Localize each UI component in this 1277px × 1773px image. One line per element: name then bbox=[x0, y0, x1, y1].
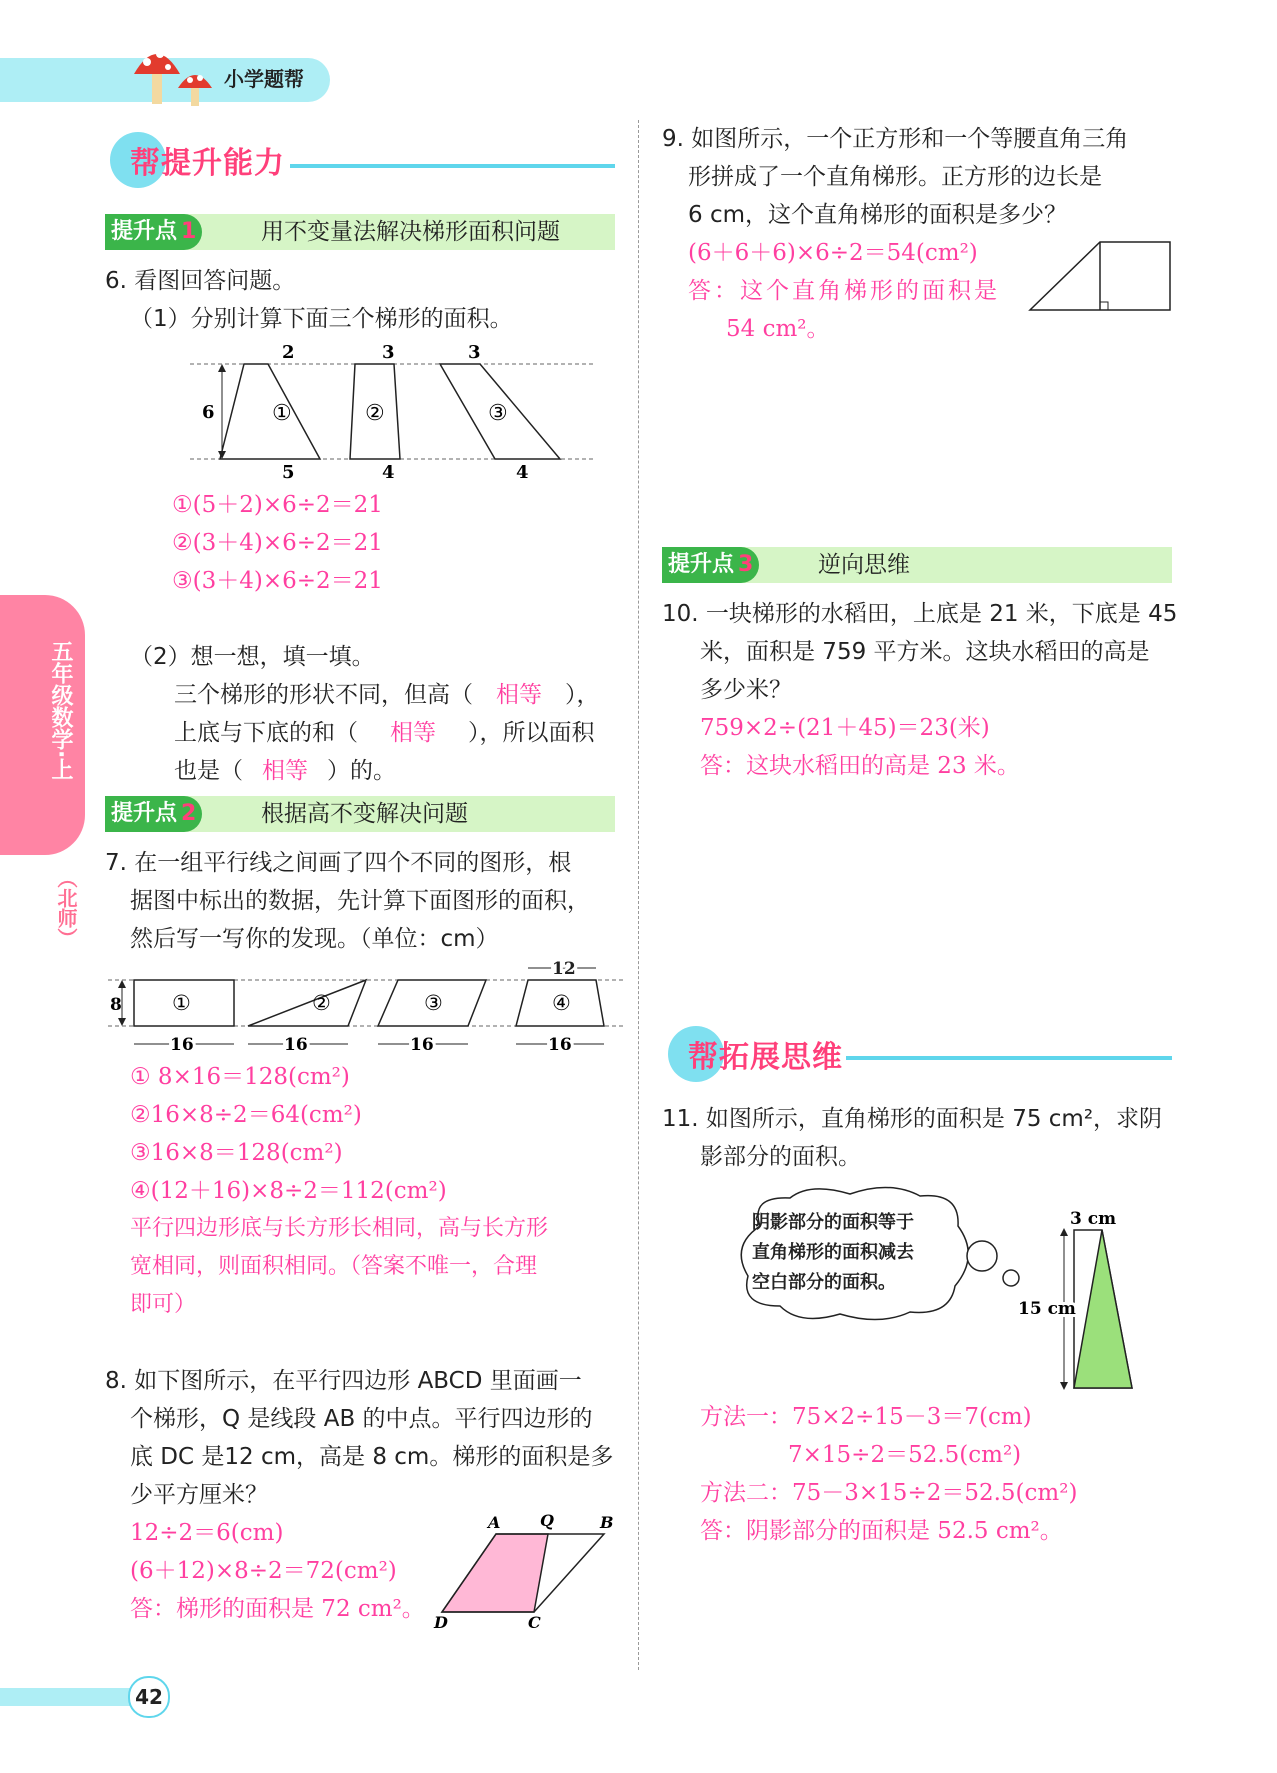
point-1-tag: 提升点 bbox=[111, 219, 178, 244]
q6-trapezoid-figure bbox=[190, 338, 600, 480]
q9-line-2: 形拼成了一个直角梯形。正方形的边长是 bbox=[688, 164, 1102, 190]
q8-line-1: 8. 如下图所示，在平行四边形 ABCD 里面画一 bbox=[105, 1368, 582, 1394]
q7-base-4: 16 bbox=[548, 1035, 572, 1055]
q6-bottom-2: 4 bbox=[382, 462, 395, 480]
q9-answer-1: (6＋6＋6)×6÷2＝54(cm²) bbox=[688, 240, 978, 266]
q6-top-3: 3 bbox=[468, 342, 481, 363]
q7-base-3: 16 bbox=[410, 1035, 434, 1055]
footer-band bbox=[0, 1688, 140, 1706]
q8-label-q: Q bbox=[540, 1512, 554, 1530]
q7-base-1: 16 bbox=[170, 1035, 194, 1055]
q7-finding-2: 宽相同，则面积相同。（答案不唯一，合理 bbox=[130, 1254, 538, 1279]
q8-line-2: 个梯形，Q 是线段 AB 的中点。平行四边形的 bbox=[130, 1406, 593, 1432]
q11-height-label: 15 cm bbox=[1018, 1299, 1076, 1319]
q11-thought-bubble bbox=[730, 1186, 1020, 1326]
book-title: 小学题帮 bbox=[224, 67, 304, 91]
q6-bottom-3: 4 bbox=[516, 462, 529, 480]
point-2-bar bbox=[105, 796, 615, 832]
q11-answer-4: 答：阴影部分的面积是 52.5 cm²。 bbox=[700, 1518, 1063, 1544]
column-divider bbox=[638, 120, 639, 1670]
q9-right-trapezoid-figure bbox=[1026, 238, 1174, 312]
q10-answer-1: 759×2÷(21＋45)＝23(米) bbox=[700, 715, 990, 741]
q10-line-1: 10. 一块梯形的水稻田，上底是 21 米，下底是 45 bbox=[662, 601, 1178, 627]
q11-bubble-line-1: 阴影部分的面积等于 bbox=[752, 1212, 914, 1233]
q7-line-2: 据图中标出的数据，先计算下面图形的面积， bbox=[130, 888, 590, 914]
q8-line-3: 底 DC 是12 cm，高是 8 cm。梯形的面积是多 bbox=[130, 1444, 614, 1470]
q8-parallelogram-figure bbox=[428, 1512, 624, 1630]
q6-answer-2: ②(3＋4)×6÷2＝21 bbox=[172, 530, 383, 556]
point-3-num: 3 bbox=[738, 552, 754, 577]
q9-line-1: 9. 如图所示，一个正方形和一个等腰直角三角 bbox=[662, 126, 1129, 152]
q6-fill-line-1a: 三个梯形的形状不同，但高（ bbox=[174, 682, 473, 708]
q8-label-a: A bbox=[488, 1513, 501, 1532]
side-tab-grade: 五年级数学·上 bbox=[48, 640, 73, 781]
q8-line-4: 少平方厘米？ bbox=[130, 1482, 268, 1508]
q7-label-3: ③ bbox=[424, 991, 443, 1015]
point-2-num: 2 bbox=[181, 801, 197, 826]
q7-answer-1: ① 8×16＝128(cm²) bbox=[130, 1064, 350, 1090]
page-number: 42 bbox=[128, 1676, 170, 1718]
q9-answer-3: 54 cm²。 bbox=[726, 316, 830, 342]
q11-answer-1: 方法一：75×2÷15－3＝7(cm) bbox=[700, 1404, 1032, 1430]
q6-blank-2: 相等 bbox=[390, 720, 436, 746]
q6-fill-line-3a: 也是（ bbox=[174, 758, 243, 784]
section-improve-header bbox=[110, 132, 615, 182]
q10-line-3: 多少米？ bbox=[700, 677, 792, 703]
q6-sub2: （2）想一想，填一填。 bbox=[130, 644, 375, 670]
q7-line-1: 7. 在一组平行线之间画了四个不同的图形，根 bbox=[105, 850, 572, 876]
q6-top-1: 2 bbox=[282, 342, 295, 363]
q6-fill-line-3b: ）的。 bbox=[327, 758, 396, 784]
q7-height-label: 8 bbox=[110, 995, 122, 1015]
q8-answer-3: 答：梯形的面积是 72 cm²。 bbox=[130, 1596, 425, 1622]
q9-answer-2: 答：这个直角梯形的面积是 bbox=[688, 278, 1000, 304]
q6-label-2: ② bbox=[365, 401, 385, 426]
q6-stem: 6. 看图回答问题。 bbox=[105, 268, 296, 294]
q11-line-2: 影部分的面积。 bbox=[700, 1144, 861, 1170]
section-improve-title: 帮提升能力 bbox=[130, 146, 285, 181]
q8-label-b: B bbox=[600, 1513, 614, 1532]
q8-label-c: C bbox=[528, 1613, 541, 1630]
q7-finding-3: 即可） bbox=[130, 1292, 197, 1317]
q7-label-1: ① bbox=[172, 991, 191, 1015]
q6-label-3: ③ bbox=[488, 401, 508, 426]
q8-answer-1: 12÷2＝6(cm) bbox=[130, 1520, 284, 1546]
q7-answer-2: ②16×8÷2＝64(cm²) bbox=[130, 1102, 362, 1128]
q10-answer-2: 答：这块水稻田的高是 23 米。 bbox=[700, 753, 1020, 779]
q7-line-3: 然后写一写你的发现。（单位：cm） bbox=[130, 926, 499, 952]
q7-top-label: 12 bbox=[552, 959, 576, 979]
q6-blank-3: 相等 bbox=[262, 758, 308, 784]
q6-label-1: ① bbox=[272, 401, 292, 426]
q6-blank-1: 相等 bbox=[496, 682, 542, 708]
q11-answer-2: 7×15÷2＝52.5(cm²) bbox=[788, 1442, 1022, 1468]
q7-label-4: ④ bbox=[552, 991, 571, 1015]
point-2-title: 根据高不变解决问题 bbox=[261, 801, 468, 827]
point-3-bar bbox=[662, 547, 1172, 583]
q7-base-2: 16 bbox=[284, 1035, 308, 1055]
q10-line-2: 米，面积是 759 平方米。这块水稻田的高是 bbox=[700, 639, 1150, 665]
q6-fill-line-3 bbox=[174, 752, 396, 790]
q11-trapezoid-figure bbox=[1018, 1208, 1142, 1394]
q6-height-label: 6 bbox=[202, 402, 215, 423]
q6-fill-line-1b: ）， bbox=[565, 682, 600, 708]
point-1-title: 用不变量法解决梯形面积问题 bbox=[261, 219, 560, 245]
q6-fill-line-1 bbox=[174, 676, 600, 714]
trapezoid-1 bbox=[220, 364, 320, 459]
point-1-bar bbox=[105, 214, 615, 250]
q11-top-label: 3 cm bbox=[1070, 1209, 1117, 1229]
q11-bubble-line-2: 直角梯形的面积减去 bbox=[752, 1242, 914, 1263]
q8-answer-2: (6＋12)×8÷2＝72(cm²) bbox=[130, 1558, 397, 1584]
q7-label-2: ② bbox=[312, 991, 331, 1015]
q6-top-2: 3 bbox=[382, 342, 395, 363]
point-1-num: 1 bbox=[181, 219, 197, 244]
side-tab-edition: （北师） bbox=[54, 868, 78, 948]
q7-shapes-figure bbox=[108, 958, 628, 1058]
q9-line-3: 6 cm，这个直角梯形的面积是多少？ bbox=[688, 202, 1067, 228]
point-3-title: 逆向思维 bbox=[818, 552, 910, 578]
q6-bottom-1: 5 bbox=[282, 462, 295, 480]
q6-sub1: （1）分别计算下面三个梯形的面积。 bbox=[130, 306, 513, 332]
q7-finding-1: 平行四边形底与长方形长相同，高与长方形 bbox=[130, 1216, 549, 1241]
q6-fill-line-2a: 上底与下底的和（ bbox=[174, 720, 358, 746]
q11-answer-3: 方法二：75－3×15÷2＝52.5(cm²) bbox=[700, 1480, 1078, 1506]
mushroom-logo-icon bbox=[130, 40, 220, 110]
point-2-tag: 提升点 bbox=[111, 801, 178, 826]
q6-answer-3: ③(3＋4)×6÷2＝21 bbox=[172, 568, 383, 594]
q8-label-d: D bbox=[434, 1613, 448, 1630]
section-extend-title: 帮拓展思维 bbox=[688, 1040, 843, 1075]
point-3-tag: 提升点 bbox=[668, 552, 735, 577]
q7-answer-3: ③16×8＝128(cm²) bbox=[130, 1140, 343, 1166]
q11-line-1: 11. 如图所示，直角梯形的面积是 75 cm²，求阴 bbox=[662, 1106, 1163, 1132]
q6-fill-line-2b: ），所以面积 bbox=[468, 720, 595, 746]
q6-answer-1: ①(5＋2)×6÷2＝21 bbox=[172, 492, 383, 518]
q11-bubble-line-3: 空白部分的面积。 bbox=[752, 1272, 896, 1293]
section-extend-header bbox=[668, 1026, 1173, 1076]
q7-answer-4: ④(12＋16)×8÷2＝112(cm²) bbox=[130, 1178, 447, 1204]
q6-fill-line-2 bbox=[174, 714, 595, 752]
q7-triangle bbox=[248, 980, 366, 1026]
